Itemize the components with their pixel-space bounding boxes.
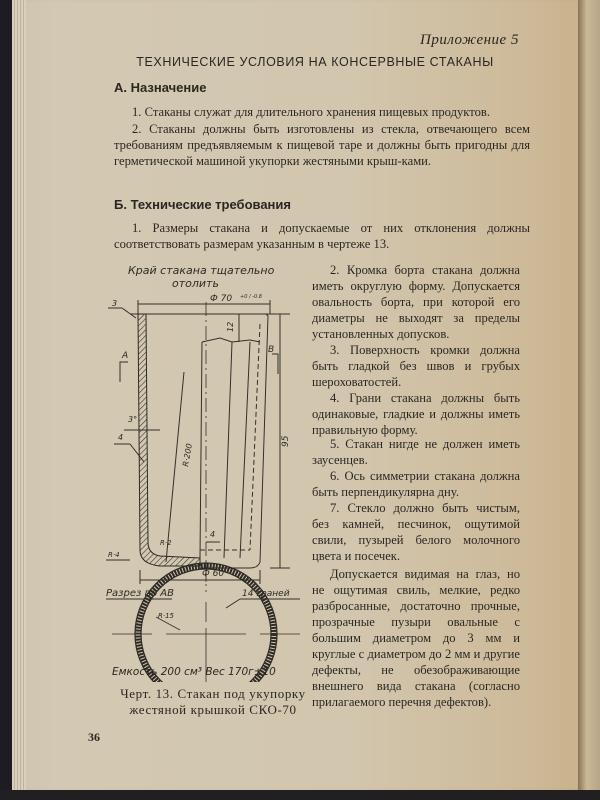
requirement-6: 6. Ось симметрии стакана должна быть перпендикулярна дну. — [312, 469, 520, 499]
radius-4: R·4 — [108, 551, 120, 559]
drawing-note-line2: отолить — [172, 277, 219, 290]
angle-3deg: 3° — [128, 415, 138, 424]
glass-technical-drawing — [100, 262, 320, 682]
dim-60: Ф 60 — [202, 569, 225, 579]
background-shadow — [0, 790, 600, 800]
faces-14-label: 14 граней — [242, 589, 290, 599]
section-marker-a: А — [122, 351, 129, 361]
dim-4-bottom: 4 — [210, 530, 216, 539]
caption-line2: жестяной крышкой СКО-70 — [129, 702, 297, 717]
radius-2: R·2 — [160, 539, 172, 547]
section-b-p1: 1. Размеры стакана и допускаемые от них отклонения должны соответствовать размерам указанным в чертеже 13. — [114, 221, 530, 251]
requirement-2: 2. Кромка борта стакана должна иметь округлую форму. Допускается овальность борта, при которой его диаметры не выходят за пределы установленных допусков. — [312, 263, 520, 341]
dim-12: 12 — [226, 321, 235, 332]
caption-line1: Черт. 13. Стакан под укупорку — [120, 686, 306, 701]
section-marker-b: В — [268, 345, 275, 355]
requirement-3: 3. Поверхность кромки должна быть гладкой без швов и грубых шероховатостей. — [312, 343, 520, 389]
requirement-7: 7. Стекло должно быть чистым, без камней, песчинок, ощутимой свили, пузырей белого молочного цвета и посечек. — [312, 501, 520, 563]
capacity-weight-note: Емкость 200 см³ Вес 170г±10 — [112, 666, 276, 678]
section-a-heading: А. Назначение — [114, 80, 207, 95]
section-b-heading: Б. Технические требования — [114, 197, 291, 212]
page-edges — [12, 0, 26, 790]
dim-70-tolerance: +0 / -0.8 — [240, 294, 262, 300]
appendix-label: Приложение 5 — [420, 32, 519, 48]
drawing-note-line1: Край стакана тщательно — [128, 264, 275, 277]
figure-caption — [108, 686, 318, 718]
dim-95: 95 — [281, 435, 291, 447]
section-a-p1: 1. Стаканы служат для длительного хранения пищевых продуктов. — [132, 105, 490, 119]
section-a-p2: 2. Стаканы должны быть изготовлены из стекла, отвечающего всем требованиям предъявляемым к пищевой таре и должны быть пригодны для герметической машиной укупорки жестяными крыш-ками. — [114, 122, 530, 168]
radius-15: R·15 — [158, 612, 174, 620]
section-ab-label: Разрез по АВ — [106, 588, 175, 599]
dim-70: Ф 70 — [210, 294, 233, 304]
page-number: 36 — [88, 730, 100, 744]
radius-200: R·200 — [181, 442, 195, 468]
defects-allowed: Допускается видимая на глаз, но не ощутимая свиль, мелкие, редко разбросанные, достаточно прочные, прозрачные пузыри овальные с большим диаметром до 3 мм и круглые с диаметром до 2 мм и другие дефекты, не обезображивающие внешнего вида стакана (согласно прилагаемого перечня дефектов). — [312, 567, 520, 709]
requirement-4: 4. Грани стакана должны быть одинаковые, гладкие и должны иметь правильную форму. — [312, 391, 520, 437]
dim-4-wall: 4 — [118, 433, 124, 442]
page-title: ТЕХНИЧЕСКИЕ УСЛОВИЯ НА КОНСЕРВНЫЕ СТАКАНЫ — [136, 55, 494, 69]
next-page-edge — [578, 0, 600, 800]
dim-3: 3 — [112, 299, 118, 308]
requirement-5: 5. Стакан нигде не должен иметь заусенцев. — [312, 437, 520, 467]
